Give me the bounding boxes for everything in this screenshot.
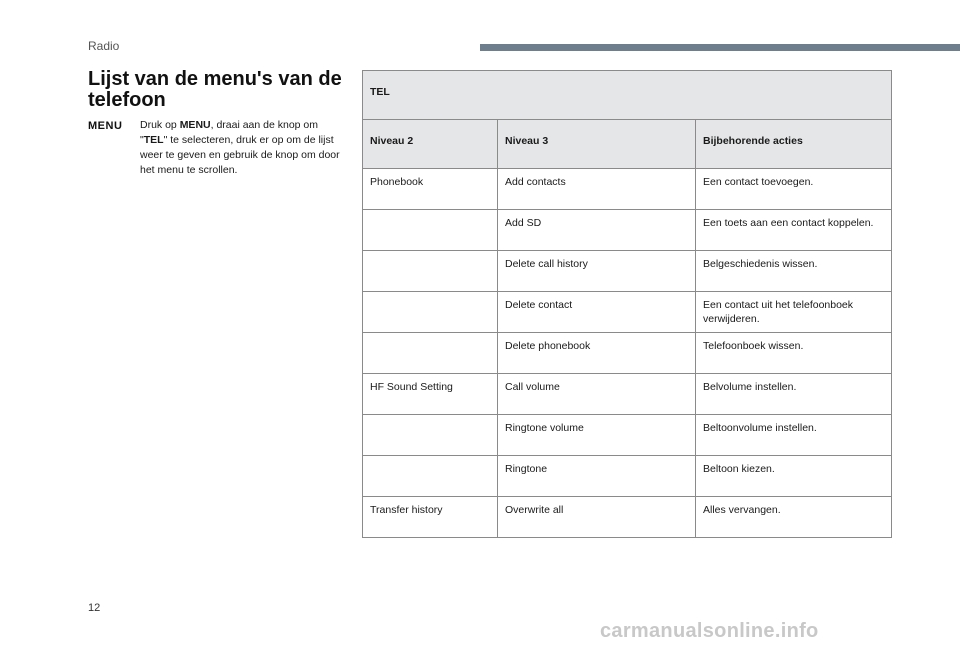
table-cell: Een contact uit het telefoonboek verwijderen.: [696, 292, 892, 333]
tel-menu-table: [362, 70, 892, 538]
table-row: [363, 333, 892, 374]
page-number: 12: [88, 602, 101, 614]
table-row: [363, 456, 892, 497]
column-header: Bijbehorende acties: [696, 120, 892, 169]
table-cell: Een toets aan een contact koppelen.: [696, 210, 892, 251]
column-header: Niveau 2: [363, 120, 498, 169]
table-cell: [363, 251, 498, 292]
instruction-part: Druk op: [140, 119, 180, 131]
table-cell: Alles vervangen.: [696, 497, 892, 538]
table-row: [363, 210, 892, 251]
table-cell: [363, 415, 498, 456]
instruction-tel-keyword: TEL: [143, 134, 164, 146]
header-bar: [480, 44, 960, 51]
instruction-menu-keyword: MENU: [179, 119, 211, 131]
table-heading: TEL: [363, 71, 892, 120]
watermark: carmanualsonline.info: [600, 620, 819, 642]
table-row: [363, 497, 892, 538]
table-cell: [363, 210, 498, 251]
table-cell: [363, 456, 498, 497]
column-header: Niveau 3: [498, 120, 696, 169]
table-row: [363, 169, 892, 210]
table-row: [363, 292, 892, 333]
table-cell: Beltoonvolume instellen.: [696, 415, 892, 456]
table-cell: Overwrite all: [498, 497, 696, 538]
table-cell: Telefoonboek wissen.: [696, 333, 892, 374]
table-cell: Delete call history: [498, 251, 696, 292]
table-row: [363, 374, 892, 415]
table-cell: Delete contact: [498, 292, 696, 333]
table-cell: Add contacts: [498, 169, 696, 210]
table-cell: Transfer history: [363, 497, 498, 538]
table-cell: Belgeschiedenis wissen.: [696, 251, 892, 292]
table-cell: Delete phonebook: [498, 333, 696, 374]
menu-button-icon: MENU: [88, 120, 123, 132]
page-title: Lijst van de menu's van de telefoon: [88, 68, 342, 111]
instruction-text: [140, 118, 340, 178]
table-cell: [363, 333, 498, 374]
instruction-part: , draai aan de knop om ": [140, 119, 319, 146]
table-cell: Beltoon kiezen.: [696, 456, 892, 497]
table-cell: Add SD: [498, 210, 696, 251]
instruction-part: " te selecteren, druk er op om de lijst weer te geven en gebruik de knop om door het menu te scrollen.: [140, 134, 340, 176]
table-cell: Ringtone: [498, 456, 696, 497]
table-cell: [363, 292, 498, 333]
table-cell: HF Sound Setting: [363, 374, 498, 415]
section-label: Radio: [88, 39, 120, 53]
table-cell: Phonebook: [363, 169, 498, 210]
table-cell: Belvolume instellen.: [696, 374, 892, 415]
table-cell: Call volume: [498, 374, 696, 415]
table-cell: Een contact toevoegen.: [696, 169, 892, 210]
table-row: [363, 415, 892, 456]
table-row: [363, 251, 892, 292]
table-cell: Ringtone volume: [498, 415, 696, 456]
